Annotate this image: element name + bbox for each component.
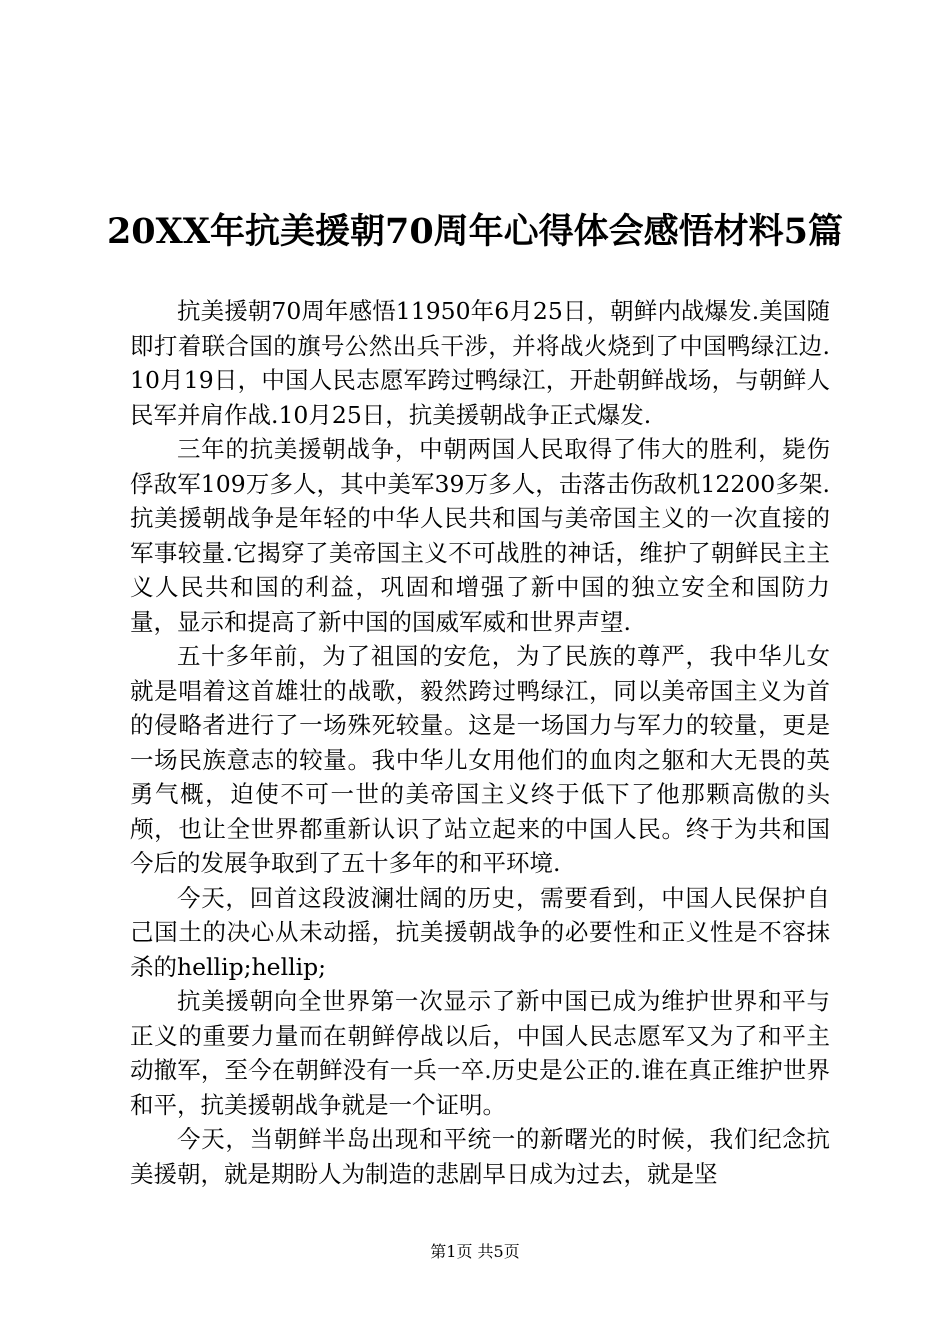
paragraph: 五十多年前，为了祖国的安危，为了民族的尊严，我中华儿女就是唱着这首雄壮的战歌，毅然跨过鸭绿江，同以美帝国主义为首的侵略者进行了一场殊死较量。这是一场国力与军力的较量，更是一场民族意志的较量。我中华儿女用他们的血肉之躯和大无畏的英勇气概，迫使不可一世的美帝国主义终于低下了他那颗高傲的头颅，也让全世界都重新认识了站立起来的中国人民。终于为共和国今后的发展争取到了五十多年的和平环境. bbox=[130, 642, 830, 877]
paragraph: 今天，回首这段波澜壮阔的历史，需要看到，中国人民保护自己国土的决心从未动摇，抗美援朝战争的必要性和正义性是不容抹杀的hellip;hellip; bbox=[130, 883, 830, 981]
paragraph: 三年的抗美援朝战争，中朝两国人民取得了伟大的胜利，毙伤俘敌军109万多人，其中美军39万多人，击落击伤敌机12200多架.抗美援朝战争是年轻的中华人民共和国与美帝国主义的一次直接的军事较量.它揭穿了美帝国主义不可战胜的神话，维护了朝鲜民主主义人民共和国的利益，巩固和增强了新中国的独立安全和国防力量，显示和提高了新中国的国威军威和世界声望. bbox=[130, 435, 830, 636]
paragraph: 今天，当朝鲜半岛出现和平统一的新曙光的时候，我们纪念抗美援朝，就是期盼人为制造的悲剧早日成为过去，就是坚 bbox=[130, 1125, 830, 1188]
paragraph: 抗美援朝70周年感悟11950年6月25日，朝鲜内战爆发.美国随即打着联合国的旗号公然出兵干涉，并将战火烧到了中国鸭绿江边.10月19日，中国人民志愿军跨过鸭绿江，开赴朝鲜战场，与朝鲜人民军并肩作战.10月25日，抗美援朝战争正式爆发. bbox=[130, 297, 830, 429]
paragraph: 抗美援朝向全世界第一次显示了新中国已成为维护世界和平与正义的重要力量而在朝鲜停战以后，中国人民志愿军又为了和平主动撤军，至今在朝鲜没有一兵一卒.历史是公正的.谁在真正维护世界和平，抗美援朝战争就是一个证明。 bbox=[130, 987, 830, 1119]
document-title: 20XX年抗美援朝70周年心得体会感悟材料5篇 bbox=[106, 211, 844, 253]
page-number-footer: 第1页 共5页 bbox=[430, 1242, 520, 1261]
document-body bbox=[130, 294, 830, 1191]
